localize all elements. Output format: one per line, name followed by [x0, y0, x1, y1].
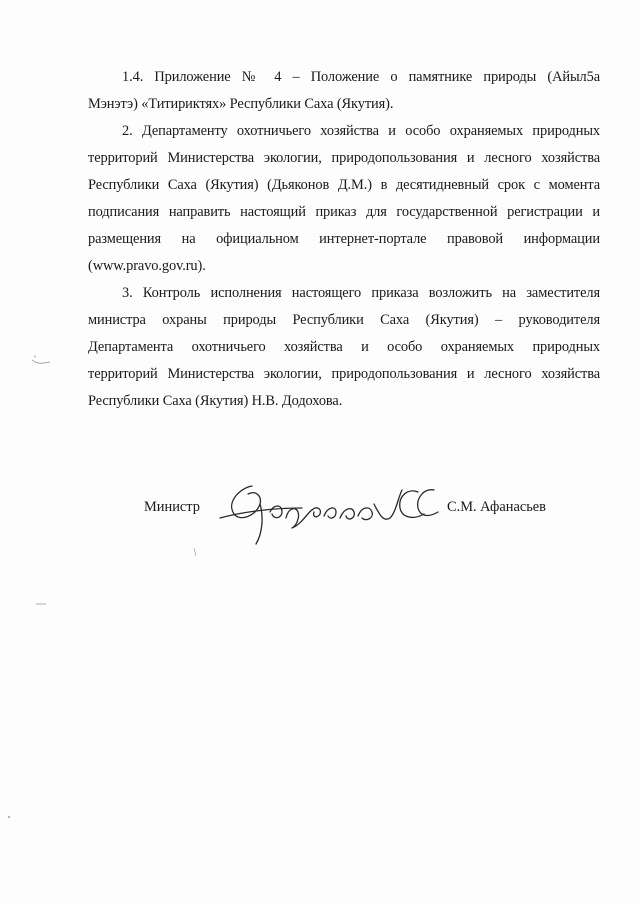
paragraph-3-line-3: Департамента охотничьего хозяйства и особо охраняемых природных	[88, 339, 600, 355]
handwritten-signature	[212, 478, 442, 548]
signatory-title: Министр	[144, 499, 200, 515]
paragraph-2-line-3: Республики Саха (Якутия) (Дьяконов Д.М.) в десятидневный срок с момента	[88, 177, 600, 193]
paragraph-3-line-4: территорий Министерства экологии, природопользования и лесного хозяйства	[88, 366, 600, 382]
paragraph-2-line-1: 2. Департаменту охотничьего хозяйства и особо охраняемых природных	[122, 123, 600, 139]
signatory-name: С.М. Афанасьев	[447, 499, 546, 515]
paragraph-1-4-line-1: 1.4. Приложение № 4 – Положение о памятнике природы (Айыл5а	[122, 69, 600, 85]
paragraph-3-line-1: 3. Контроль исполнения настоящего приказа возложить на заместителя	[122, 285, 600, 301]
scan-mark	[190, 546, 200, 558]
paragraph-2-line-4: подписания направить настоящий приказ для государственной регистрации и	[88, 204, 600, 220]
scan-mark	[6, 814, 12, 820]
paragraph-2-line-2: территорий Министерства экологии, природопользования и лесного хозяйства	[88, 150, 600, 166]
paragraph-3-line-2: министра охраны природы Республики Саха (Якутия) – руководителя	[88, 312, 600, 328]
paragraph-1-4-line-2: Мэнэтэ) «Титириктях» Республики Саха (Якутия).	[88, 96, 394, 112]
paragraph-2-line-6: (www.pravo.gov.ru).	[88, 258, 206, 274]
scan-mark	[34, 600, 50, 608]
paragraph-3-line-5: Республики Саха (Якутия) Н.В. Додохова.	[88, 393, 343, 409]
scan-mark	[30, 352, 54, 368]
paragraph-2-line-5: размещения на официальном интернет-портале правовой информации	[88, 231, 600, 247]
